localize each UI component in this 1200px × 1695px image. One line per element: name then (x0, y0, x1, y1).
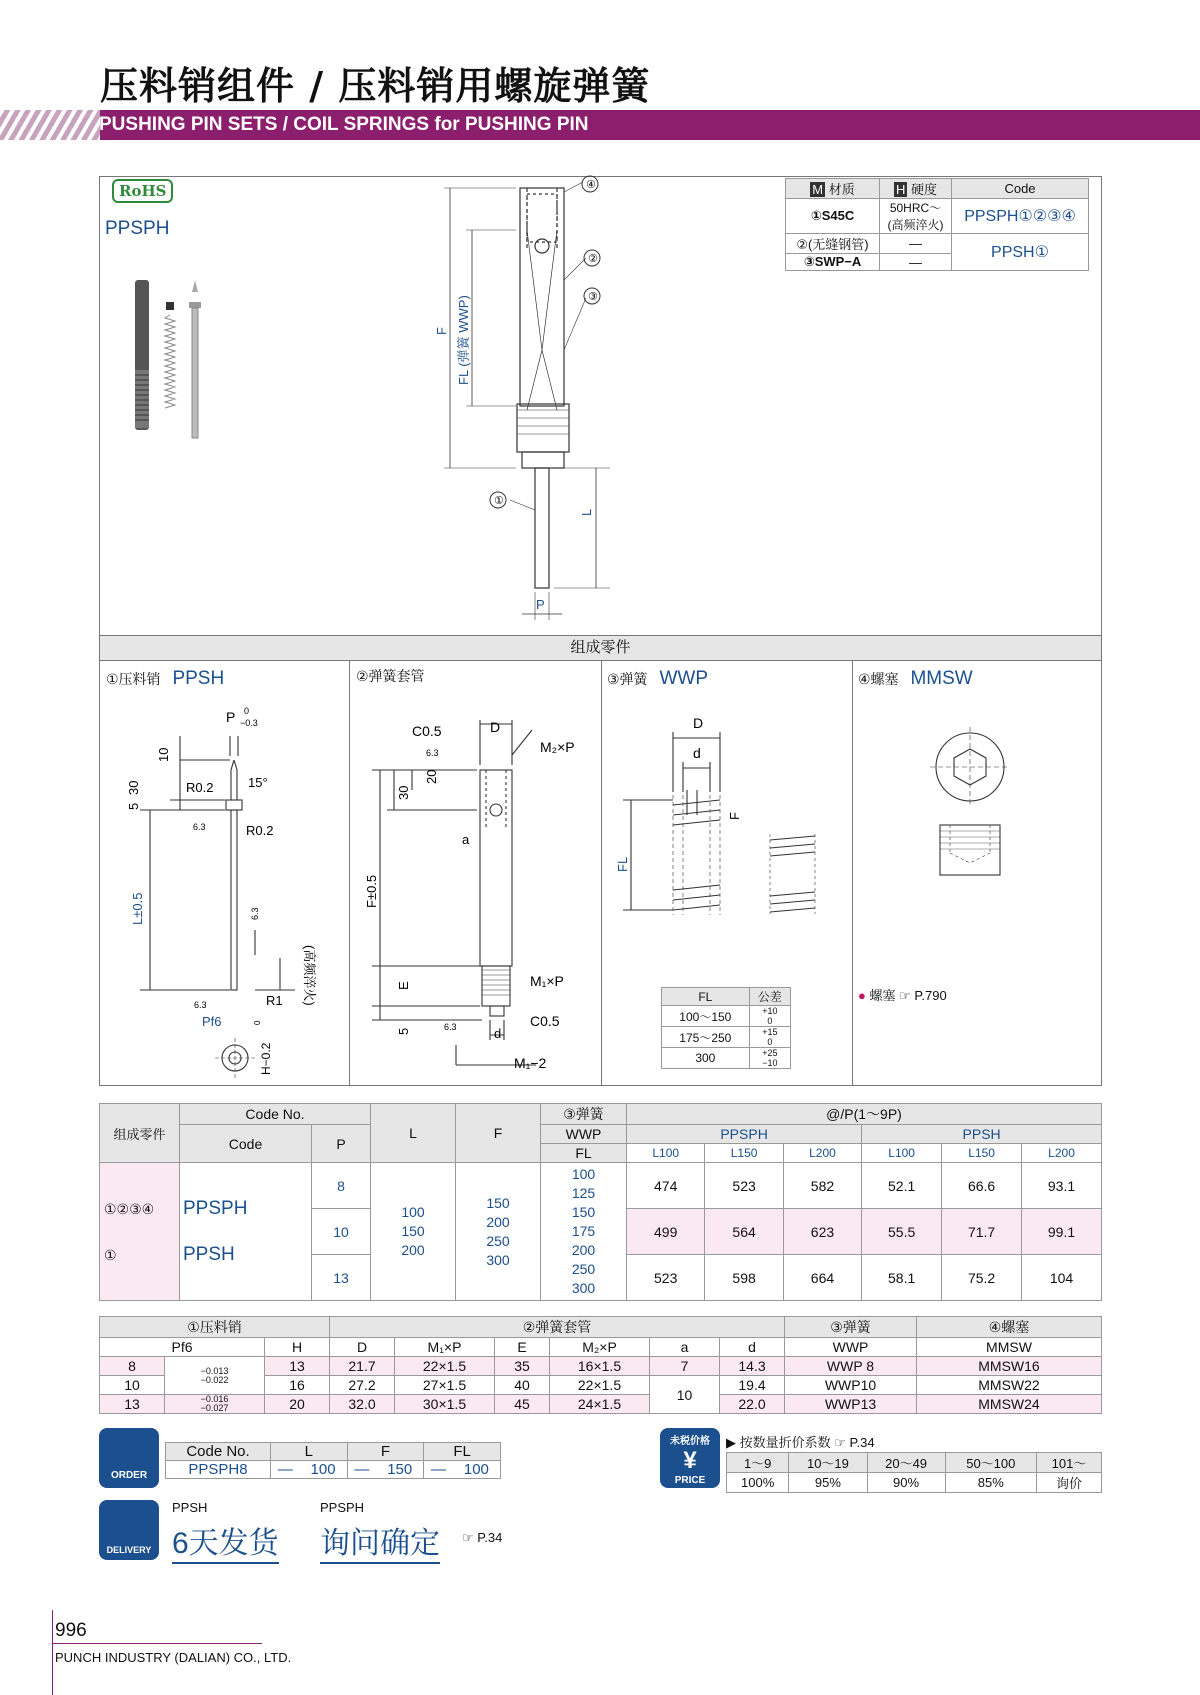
callout-1: ① (494, 495, 504, 507)
sleeve-drawing (352, 700, 600, 1085)
product-code: PPSPH (105, 218, 170, 239)
svg-text:0: 0 (253, 1020, 262, 1025)
footer-rule (52, 1610, 53, 1695)
svg-text:10: 10 (156, 747, 171, 762)
svg-text:F: F (727, 812, 742, 820)
dim-FL: FL (弹簧 WWP) (456, 295, 471, 385)
svg-text:R1: R1 (266, 993, 283, 1008)
delivery-code-a: PPSH (172, 1500, 208, 1515)
delivery-text-a: 6天发货 (172, 1518, 279, 1564)
divider (852, 661, 853, 1086)
order-example: Code No. L F FL PPSPH8 — 100 — 150 — 100 (165, 1442, 501, 1479)
svg-text:15°: 15° (248, 775, 268, 790)
svg-text:6.3: 6.3 (193, 822, 206, 832)
dim-L: L (579, 508, 594, 516)
svg-text:6.3: 6.3 (444, 1022, 457, 1032)
callout-2: ② (588, 253, 598, 265)
page-number: 996 (55, 1620, 87, 1641)
svg-text:P: P (226, 709, 236, 725)
section-header: 组成零件 (99, 635, 1102, 661)
svg-text:d: d (494, 1026, 502, 1041)
svg-text:−0.3: −0.3 (240, 718, 258, 728)
dim-F: F (434, 327, 449, 335)
tolerance-table: FL 公差 100～150 +10 0 175～250 +15 0 300 +25 −10 (661, 987, 791, 1069)
svg-text:H−0.2: H−0.2 (259, 1042, 273, 1075)
svg-text:(高频淬火): (高频淬火) (302, 945, 317, 1006)
company: PUNCH INDUSTRY (DALIAN) CO., LTD. (55, 1650, 292, 1665)
spring-drawing (605, 700, 845, 940)
subtitle: PUSHING PIN SETS / COIL SPRINGS for PUSHING PIN (99, 114, 589, 135)
material-table: M 材质 H 硬度 Code ①S45C 50HRC～ (高频淬火) PPSPH①②③④ ②(无缝钢管) — PPSH① ③SWP−A — (785, 178, 1089, 271)
svg-text:D: D (693, 715, 704, 731)
svg-text:M₁−2: M₁−2 (514, 1055, 547, 1071)
svg-text:L±0.5: L±0.5 (130, 892, 145, 925)
svg-text:E: E (396, 981, 411, 990)
svg-text:M₁×P: M₁×P (530, 973, 564, 989)
svg-text:C0.5: C0.5 (412, 723, 442, 739)
divider (601, 661, 602, 1086)
product-photo (120, 270, 230, 440)
svg-text:M₂×P: M₂×P (540, 739, 575, 755)
svg-text:D: D (490, 719, 501, 735)
price-icon: 未税价格 ¥ PRICE (660, 1428, 720, 1488)
svg-text:FL: FL (615, 856, 630, 872)
part-3-title: ③弹簧 WWP (607, 668, 708, 689)
svg-text:C0.5: C0.5 (530, 1013, 560, 1029)
svg-text:6.3: 6.3 (250, 907, 260, 920)
plug-note: ● 螺塞 ☞ P.790 (858, 988, 947, 1003)
part-1-title: ①压料销 PPSH (106, 668, 225, 689)
part-2-title: ②弹簧套管 (356, 668, 425, 684)
svg-text:6.3: 6.3 (426, 748, 439, 758)
svg-text:a: a (462, 832, 470, 847)
svg-text:R0.2: R0.2 (186, 780, 214, 795)
callout-4: ④ (586, 179, 596, 191)
delivery-code-b: PPSPH (320, 1500, 365, 1515)
pin-drawing (110, 700, 345, 1085)
rohs-badge: RoHS (112, 179, 173, 203)
svg-text:F±0.5: F±0.5 (364, 874, 379, 908)
delivery-text-b: 询问确定 (320, 1518, 440, 1564)
discount-table: 1～9 10～19 20～49 50～100 101～ 100% 95% 90% 85% 询价 (726, 1452, 1102, 1493)
svg-text:30: 30 (396, 785, 411, 800)
price-table: 组成零件 Code No. L F ③弹簧 @/P(1～9P) Code P WWP PPSPH PPSH FL L100 L150 L200 L100 L150 L200 ①②③④ ① PPSPH PPSH 8 100 150 200 150 200 250 300 100 125 150 175 200 250 300 474 523 582 52.1 66.6 93.1 10 499 564 623 55.5 71.7 99.1 13 523 598 664 58.1 75.2 104 (99, 1103, 1102, 1301)
footer-line (52, 1643, 262, 1644)
svg-text:R0.2: R0.2 (246, 823, 274, 838)
divider (349, 661, 350, 1086)
plug-drawing (930, 725, 1020, 885)
price-note: ▶ 按数量折价系数 ☞ P.34 (726, 1435, 875, 1450)
page-title: 压料销组件 / 压料销用螺旋弹簧 (100, 64, 651, 108)
delivery-icon: DELIVERY (99, 1500, 159, 1560)
assembly-drawing (430, 170, 630, 630)
part-4-title: ④螺塞 MMSW (858, 668, 973, 689)
svg-text:6.3: 6.3 (194, 1000, 207, 1010)
dimension-table: ①压料销 ②弹簧套管 ③弹簧 ④螺塞 Pf6 H D M₁×P E M₂×P a d WWP MMSW 8 −0.013 −0.022 13 21.7 22×1.5 35 16×1.5 7 14.3 WWP 8 MMSW16 10 16 27.2 27×1.5 40 22×1.5 10 19.4 WWP10 MMSW22 13 −0.016 −0.027 20 32.0 30×1.5 45 24×1.5 22.0 WWP13 MMSW24 (99, 1316, 1102, 1414)
svg-text:5: 5 (396, 1027, 411, 1035)
callout-3: ③ (588, 291, 598, 303)
svg-text:20: 20 (424, 769, 439, 784)
svg-text:Pf6: Pf6 (202, 1014, 222, 1029)
band-stripes (0, 110, 100, 140)
svg-text:0: 0 (244, 706, 250, 716)
delivery-ref: ☞ P.34 (462, 1530, 503, 1545)
svg-text:d: d (693, 745, 701, 761)
svg-text:30: 30 (126, 780, 141, 795)
order-icon: ORDER (99, 1428, 159, 1488)
svg-text:5: 5 (126, 802, 141, 810)
dim-P: P (536, 597, 545, 612)
